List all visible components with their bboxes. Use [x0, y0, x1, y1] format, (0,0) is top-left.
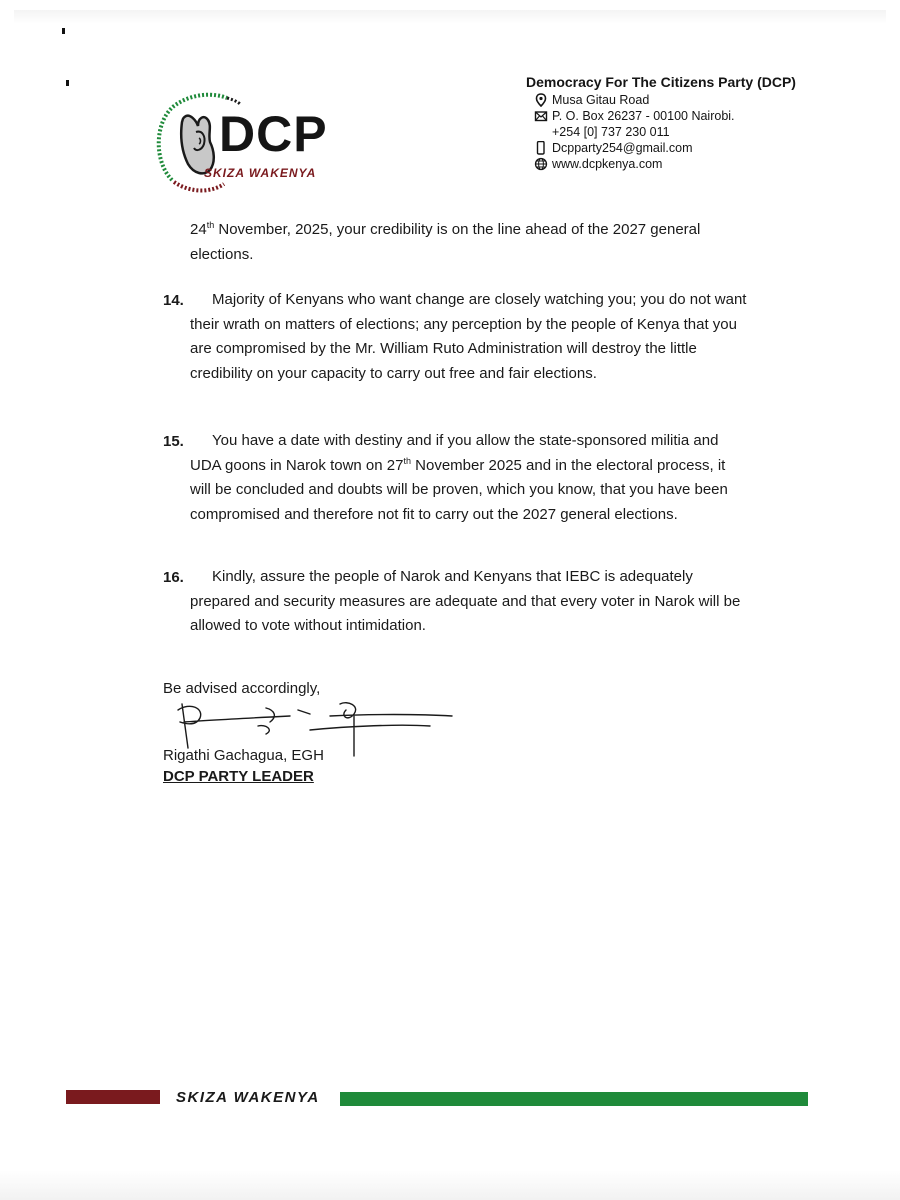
item-number: 14. — [163, 292, 184, 309]
item-paragraph-14: Majority of Kenyans who want change are closely watching you; you do not want their wrath on matters of elections; any perception by the people of Kenya that you are compromised by the Mr. William Ruto Administration will destroy the little credibility on your capacity to carry out free and fair elections. — [190, 291, 747, 382]
sign-off: Be advised accordingly, — [163, 680, 321, 697]
scan-speck — [62, 28, 65, 34]
contact-email: Dcpparty254@gmail.com — [526, 140, 826, 156]
scan-top-edge — [14, 10, 886, 24]
mail-icon — [534, 109, 548, 123]
logo-slogan: SKIZA WAKENYA — [204, 166, 317, 180]
footer-slogan: SKIZA WAKENYA — [176, 1089, 320, 1106]
scan-speck — [66, 80, 69, 86]
item-paragraph-16: Kindly, assure the people of Narok and Kenyans that IEBC is adequately prepared and security measures are adequate and that every voter in Narok will be allowed to vote without intimidation. — [190, 568, 741, 634]
scan-bottom-edge — [0, 1170, 900, 1200]
contact-phone: +254 [0] 737 230 011 — [552, 125, 670, 139]
footer-green-bar — [340, 1092, 808, 1106]
contact-po-box: P. O. Box 26237 - 00100 Nairobi. — [526, 108, 826, 124]
globe-icon — [534, 157, 548, 171]
contact-address: Musa Gitau Road — [526, 92, 826, 108]
item-number: 15. — [163, 433, 184, 450]
org-name: Democracy For The Citizens Party (DCP) — [526, 74, 796, 90]
signer-name: Rigathi Gachagua, EGH — [163, 747, 324, 764]
logo-wordmark: DCP — [219, 106, 328, 162]
contact-website: www.dcpkenya.com — [526, 156, 826, 172]
continuation-paragraph: 24th November, 2025, your credibility is on the line ahead of the 2027 general elections. — [190, 220, 701, 263]
phone-icon — [534, 141, 548, 155]
item-paragraph-15: You have a date with destiny and if you allow the state-sponsored militia and UDA goons in Narok town on 27th November 2025 and in the electoral process, it will be concluded and doubts will be proven, which you know, that you have been compromised and therefore not fit to carry out the 2027 general elections. — [190, 432, 728, 523]
item-number: 16. — [163, 569, 184, 586]
footer-red-bar — [66, 1090, 160, 1104]
letterhead-contact — [526, 74, 826, 172]
signer-title: DCP PARTY LEADER — [163, 768, 314, 785]
location-pin-icon — [534, 93, 548, 107]
